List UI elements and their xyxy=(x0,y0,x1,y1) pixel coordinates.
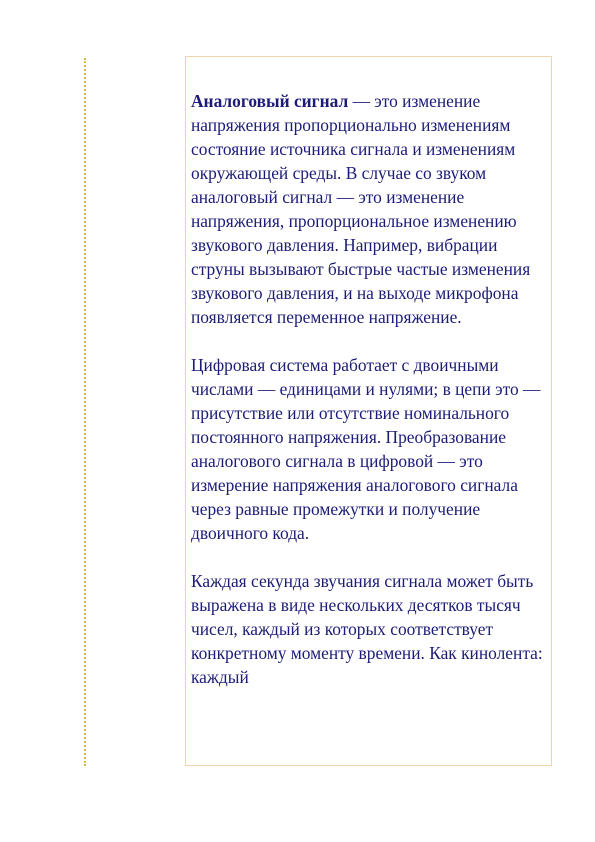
text-body xyxy=(191,89,551,713)
margin-guide-line xyxy=(84,58,86,766)
term-analog-signal: Аналоговый сигнал xyxy=(191,91,349,111)
paragraph-text: Цифровая система работает с двоичными числами — единицами и нулями; в цепи это — присутствие или отсутствие номинального постоянного напряжения. Преобразование аналогового сигнала в цифровой — это измерение напряжения аналогового сигнала через равные промежутки и получение двоичного кода. xyxy=(191,355,541,543)
paragraph-sampling xyxy=(191,569,551,689)
paragraph-digital-system xyxy=(191,353,551,545)
paragraph-analog-signal xyxy=(191,89,551,329)
paragraph-text: — это изменение напряжения пропорционально изменениям состояние источника сигнала и изменениям окружающей среды. В случае со звуком аналоговый сигнал — это изменение напряжения, пропорциональное изменению звукового давления. Например, вибрации струны вызывают быстрые частые изменения звукового давления, и на выходе микрофона появляется переменное напряжение. xyxy=(191,91,531,327)
text-frame xyxy=(185,56,552,766)
paragraph-text: Каждая секунда звучания сигнала может быть выражена в виде нескольких десятков тысяч чисел, каждый из которых соответствует конкретному моменту времени. Как кинолента: каждый xyxy=(191,571,543,687)
